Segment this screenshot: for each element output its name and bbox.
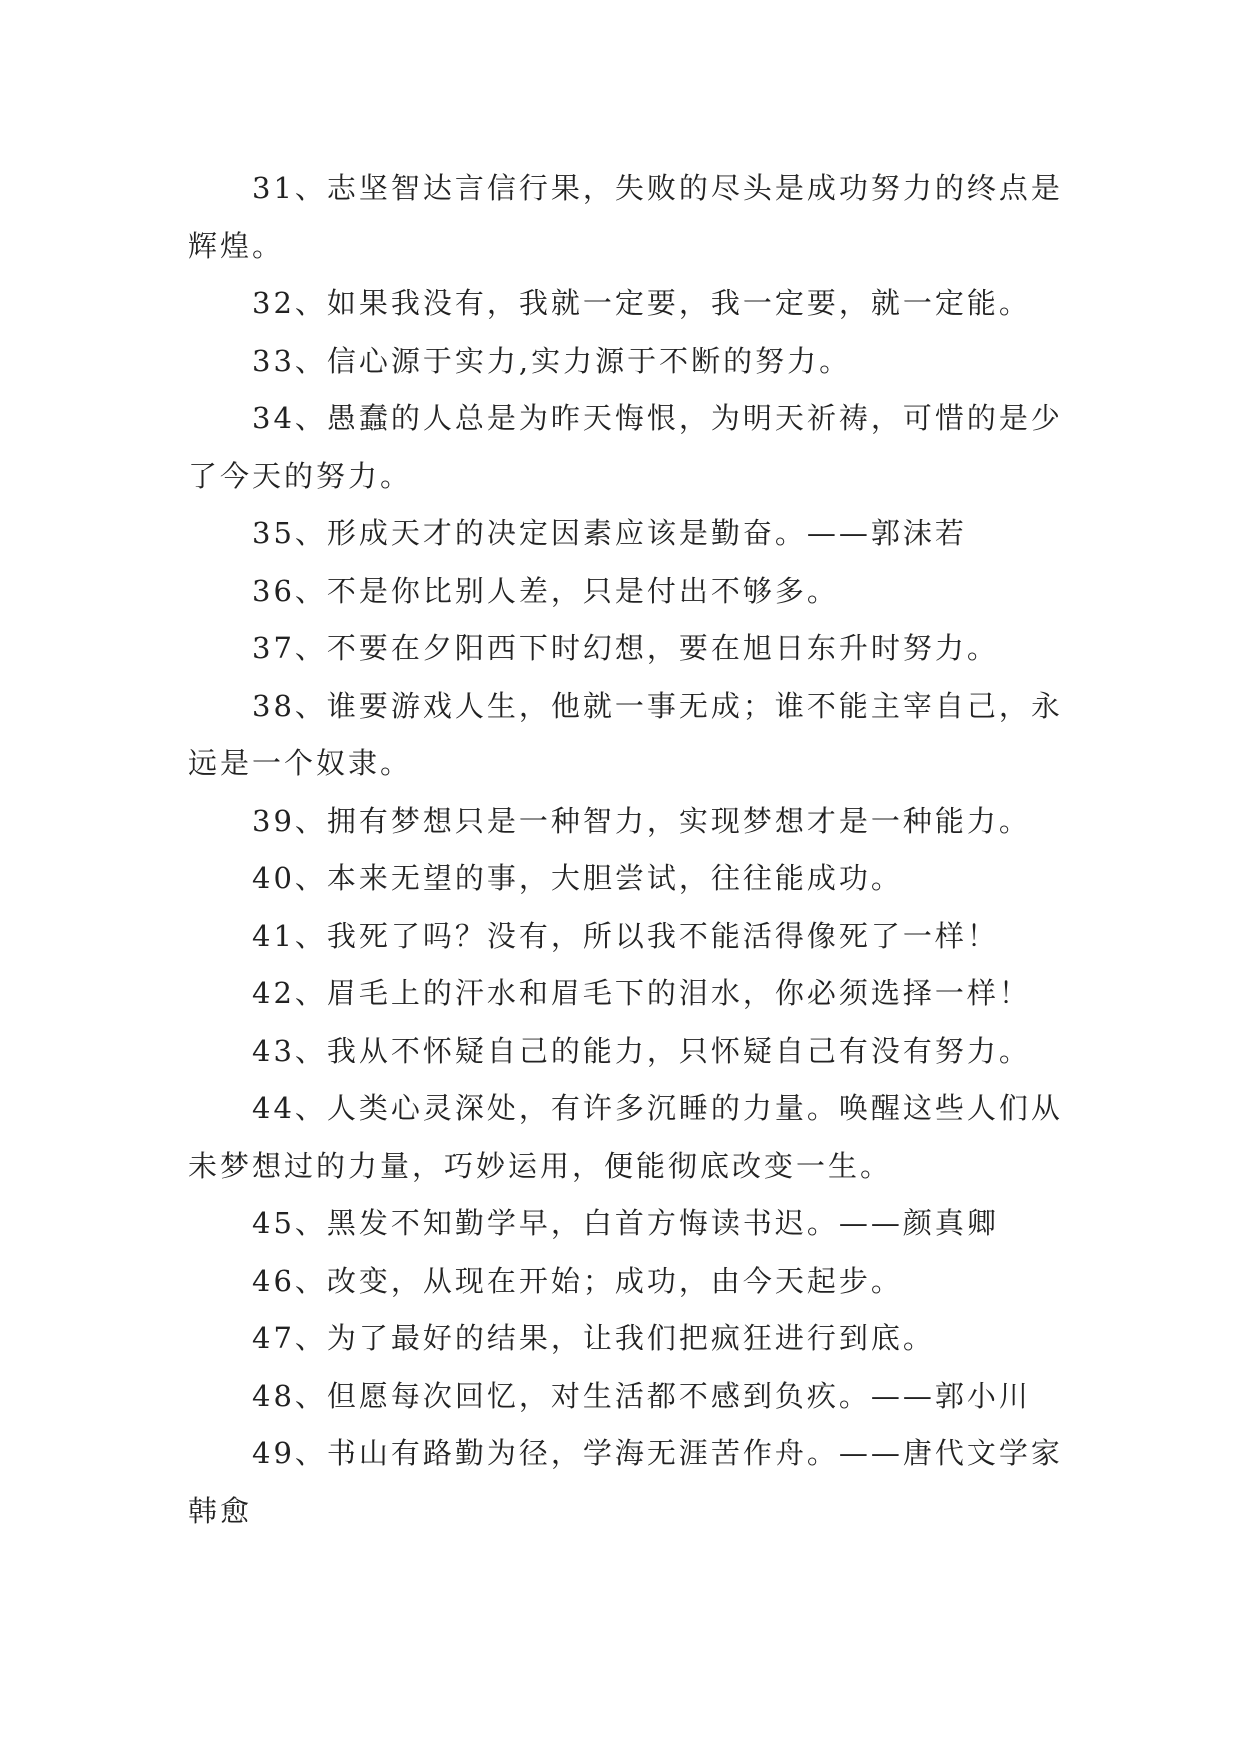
paragraph-44: 44、人类心灵深处，有许多沉睡的力量。唤醒这些人们从未梦想过的力量，巧妙运用，便能彻底改变一生。 [188,1091,1063,1183]
paragraph-45: 45、黑发不知勤学早，白首方悔读书迟。——颜真卿 [252,1206,999,1240]
paragraph-40: 40、本来无望的事，大胆尝试，往往能成功。 [252,861,903,895]
paragraph-36: 36、不是你比别人差，只是付出不够多。 [252,573,839,608]
paragraph-39: 39、拥有梦想只是一种智力，实现梦想才是一种能力。 [252,803,1031,838]
paragraph-47: 47、为了最好的结果，让我们把疯狂进行到底。 [252,1321,935,1355]
paragraph-41: 41、我死了吗？没有，所以我不能活得像死了一样！ [252,918,999,953]
paragraph-46: 46、改变，从现在开始；成功，由今天起步。 [252,1263,903,1298]
paragraph-34: 34、愚蠢的人总是为昨天悔恨，为明天祈祷，可惜的是少了今天的努力。 [188,401,1063,493]
paragraph-49: 49、书山有路勤为径，学海无涯苦作舟。——唐代文学家韩愈 [188,1436,1063,1528]
paragraph-43: 43、我从不怀疑自己的能力，只怀疑自己有没有努力。 [252,1033,1031,1068]
document-body [188,160,1068,1540]
paragraph-31: 31、志坚智达言信行果，失败的尽头是成功努力的终点是辉煌。 [188,171,1063,263]
paragraph-48: 48、但愿每次回忆，对生活都不感到负疚。——郭小川 [252,1378,1031,1413]
paragraph-32: 32、如果我没有，我就一定要，我一定要，就一定能。 [252,286,1031,320]
paragraph-38: 38、谁要游戏人生，他就一事无成；谁不能主宰自己，永远是一个奴隶。 [188,688,1063,780]
paragraph-37: 37、不要在夕阳西下时幻想，要在旭日东升时努力。 [252,631,999,665]
paragraph-33: 33、信心源于实力,实力源于不断的努力。 [252,343,852,378]
paragraph-35: 35、形成天才的决定因素应该是勤奋。——郭沫若 [252,516,967,550]
paragraph-42: 42、眉毛上的汗水和眉毛下的泪水，你必须选择一样！ [252,976,1031,1010]
